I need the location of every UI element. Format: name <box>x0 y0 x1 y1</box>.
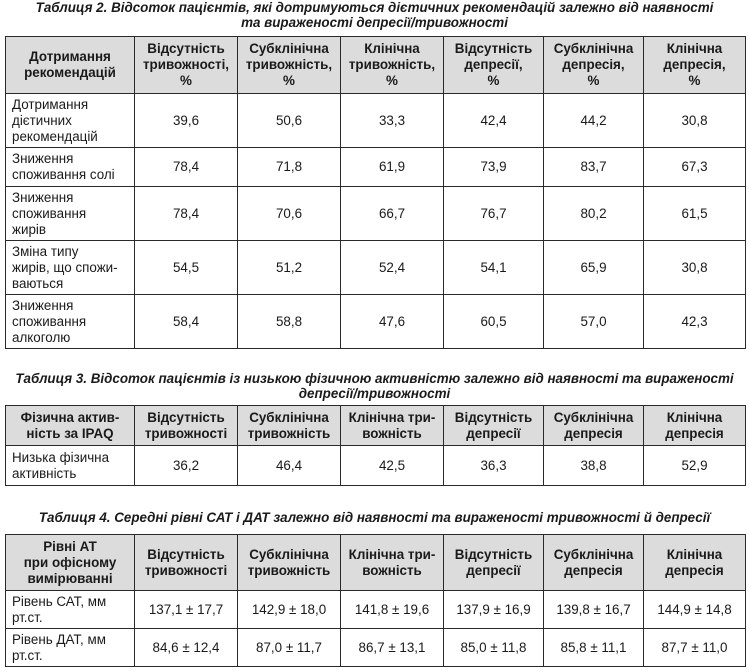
table-cell: 38,8 <box>544 446 644 486</box>
table-cell: 42,5 <box>341 446 444 486</box>
table-cell: 54,1 <box>444 241 544 295</box>
table4-caption <box>0 510 749 525</box>
table3-header-row <box>6 406 746 446</box>
table-cell: 58,4 <box>135 295 238 349</box>
table2-header-cell: Клінічна депресія, % <box>644 37 746 94</box>
table-cell: 142,9 ± 18,0 <box>238 591 341 629</box>
row-label: Зниження споживання алкоголю <box>6 295 135 349</box>
table3-header-cell: Клінічна депресія <box>644 406 746 446</box>
table4-header-cell: Рівні АТ при офісному вимірюванні <box>6 535 135 591</box>
table-cell: 61,9 <box>341 148 444 187</box>
table-cell: 58,8 <box>238 295 341 349</box>
table-cell: 78,4 <box>135 187 238 241</box>
table3-caption <box>0 371 749 401</box>
table2-header-cell: Відсутність тривожності, % <box>135 37 238 94</box>
table4-header-row <box>6 535 746 591</box>
table-row <box>6 295 746 349</box>
table-cell: 44,2 <box>544 94 644 148</box>
row-label: Зниження споживання солі <box>6 148 135 187</box>
table-cell: 47,6 <box>341 295 444 349</box>
table-cell: 70,6 <box>238 187 341 241</box>
table-row <box>6 94 746 148</box>
table-cell: 52,9 <box>644 446 746 486</box>
table2-header-cell: Дотримання рекомендацій <box>6 37 135 94</box>
row-label: Рівень САТ, мм рт.ст. <box>6 591 135 629</box>
table-cell: 86,7 ± 13,1 <box>341 629 444 667</box>
table3-header-cell: Відсутність тривожності <box>135 406 238 446</box>
table-cell: 60,5 <box>444 295 544 349</box>
table-cell: 137,1 ± 17,7 <box>135 591 238 629</box>
table3-header-cell: Відсутність депресії <box>444 406 544 446</box>
table2-caption <box>0 0 749 30</box>
table3-header-cell: Фізична актив- ність за IPAQ <box>6 406 135 446</box>
table-cell: 36,2 <box>135 446 238 486</box>
table-cell: 50,6 <box>238 94 341 148</box>
table-cell: 61,5 <box>644 187 746 241</box>
table-cell: 46,4 <box>238 446 341 486</box>
table-cell: 30,8 <box>644 241 746 295</box>
table3-header-cell: Клінічна три- вожність <box>341 406 444 446</box>
table-cell: 85,0 ± 11,8 <box>444 629 544 667</box>
table-cell: 144,9 ± 14,8 <box>644 591 746 629</box>
table-cell: 67,3 <box>644 148 746 187</box>
table4-header-cell: Відсутність депресії <box>444 535 544 591</box>
table2-header-cell: Субклінічна депресія, % <box>544 37 644 94</box>
table4-header-cell: Клінічна три- вожність <box>341 535 444 591</box>
table-cell: 30,8 <box>644 94 746 148</box>
table4 <box>5 534 746 667</box>
table-cell: 76,7 <box>444 187 544 241</box>
table3 <box>5 405 746 486</box>
row-label: Зміна типу жирів, що спожи- ваються <box>6 241 135 295</box>
table-cell: 65,9 <box>544 241 644 295</box>
table-cell: 87,7 ± 11,0 <box>644 629 746 667</box>
table-cell: 84,6 ± 12,4 <box>135 629 238 667</box>
table-row <box>6 187 746 241</box>
table-cell: 33,3 <box>341 94 444 148</box>
table3-caption-line: Таблиця 3. Відсоток пацієнтів із низькою фізичною активністю залежно від наявності та вираженості <box>15 371 734 386</box>
table2-header-row <box>6 37 746 94</box>
table2-header-cell: Відсутність депресії, % <box>444 37 544 94</box>
table-row <box>6 148 746 187</box>
table-cell: 141,8 ± 19,6 <box>341 591 444 629</box>
table4-caption-line: Таблиця 4. Середні рівні САТ і ДАТ залежно від наявності та вираженості тривожності й депресії <box>38 510 711 525</box>
table-cell: 54,5 <box>135 241 238 295</box>
table4-header-cell: Субклінічна депресія <box>544 535 644 591</box>
table-cell: 139,8 ± 16,7 <box>544 591 644 629</box>
table2-caption-line: та вираженості депресії/тривожності <box>241 15 508 30</box>
table2-caption-line: Таблиця 2. Відсоток пацієнтів, які дотримуються дієтичних рекомендацій залежно від наявності <box>35 0 714 15</box>
table-row <box>6 629 746 667</box>
table2-header-cell: Субклінічна тривожність, % <box>238 37 341 94</box>
table3-header-cell: Субклінічна депресія <box>544 406 644 446</box>
row-label: Рівень ДАТ, мм рт.ст. <box>6 629 135 667</box>
table-cell: 36,3 <box>444 446 544 486</box>
table-cell: 66,7 <box>341 187 444 241</box>
table-cell: 87,0 ± 11,7 <box>238 629 341 667</box>
table-cell: 42,4 <box>444 94 544 148</box>
table-cell: 52,4 <box>341 241 444 295</box>
table-cell: 85,8 ± 11,1 <box>544 629 644 667</box>
table2 <box>5 36 746 349</box>
table-cell: 57,0 <box>544 295 644 349</box>
table3-header-cell: Субклінічна тривожність <box>238 406 341 446</box>
table-cell: 83,7 <box>544 148 644 187</box>
table-cell: 137,9 ± 16,9 <box>444 591 544 629</box>
table-cell: 39,6 <box>135 94 238 148</box>
table4-header-cell: Клінічна депресія <box>644 535 746 591</box>
table4-header-cell: Субклінічна тривожність <box>238 535 341 591</box>
table4-header-cell: Відсутність тривожності <box>135 535 238 591</box>
table-cell: 71,8 <box>238 148 341 187</box>
row-label: Зниження споживання жирів <box>6 187 135 241</box>
table-row <box>6 241 746 295</box>
table-cell: 80,2 <box>544 187 644 241</box>
table-row <box>6 591 746 629</box>
table3-caption-line: депресії/тривожності <box>298 386 451 401</box>
table-cell: 78,4 <box>135 148 238 187</box>
row-label: Дотримання дієтичних рекомендацій <box>6 94 135 148</box>
table-cell: 73,9 <box>444 148 544 187</box>
table-cell: 42,3 <box>644 295 746 349</box>
row-label: Низька фізична активність <box>6 446 135 486</box>
table-cell: 51,2 <box>238 241 341 295</box>
table-row <box>6 446 746 486</box>
table2-header-cell: Клінічна тривожність, % <box>341 37 444 94</box>
